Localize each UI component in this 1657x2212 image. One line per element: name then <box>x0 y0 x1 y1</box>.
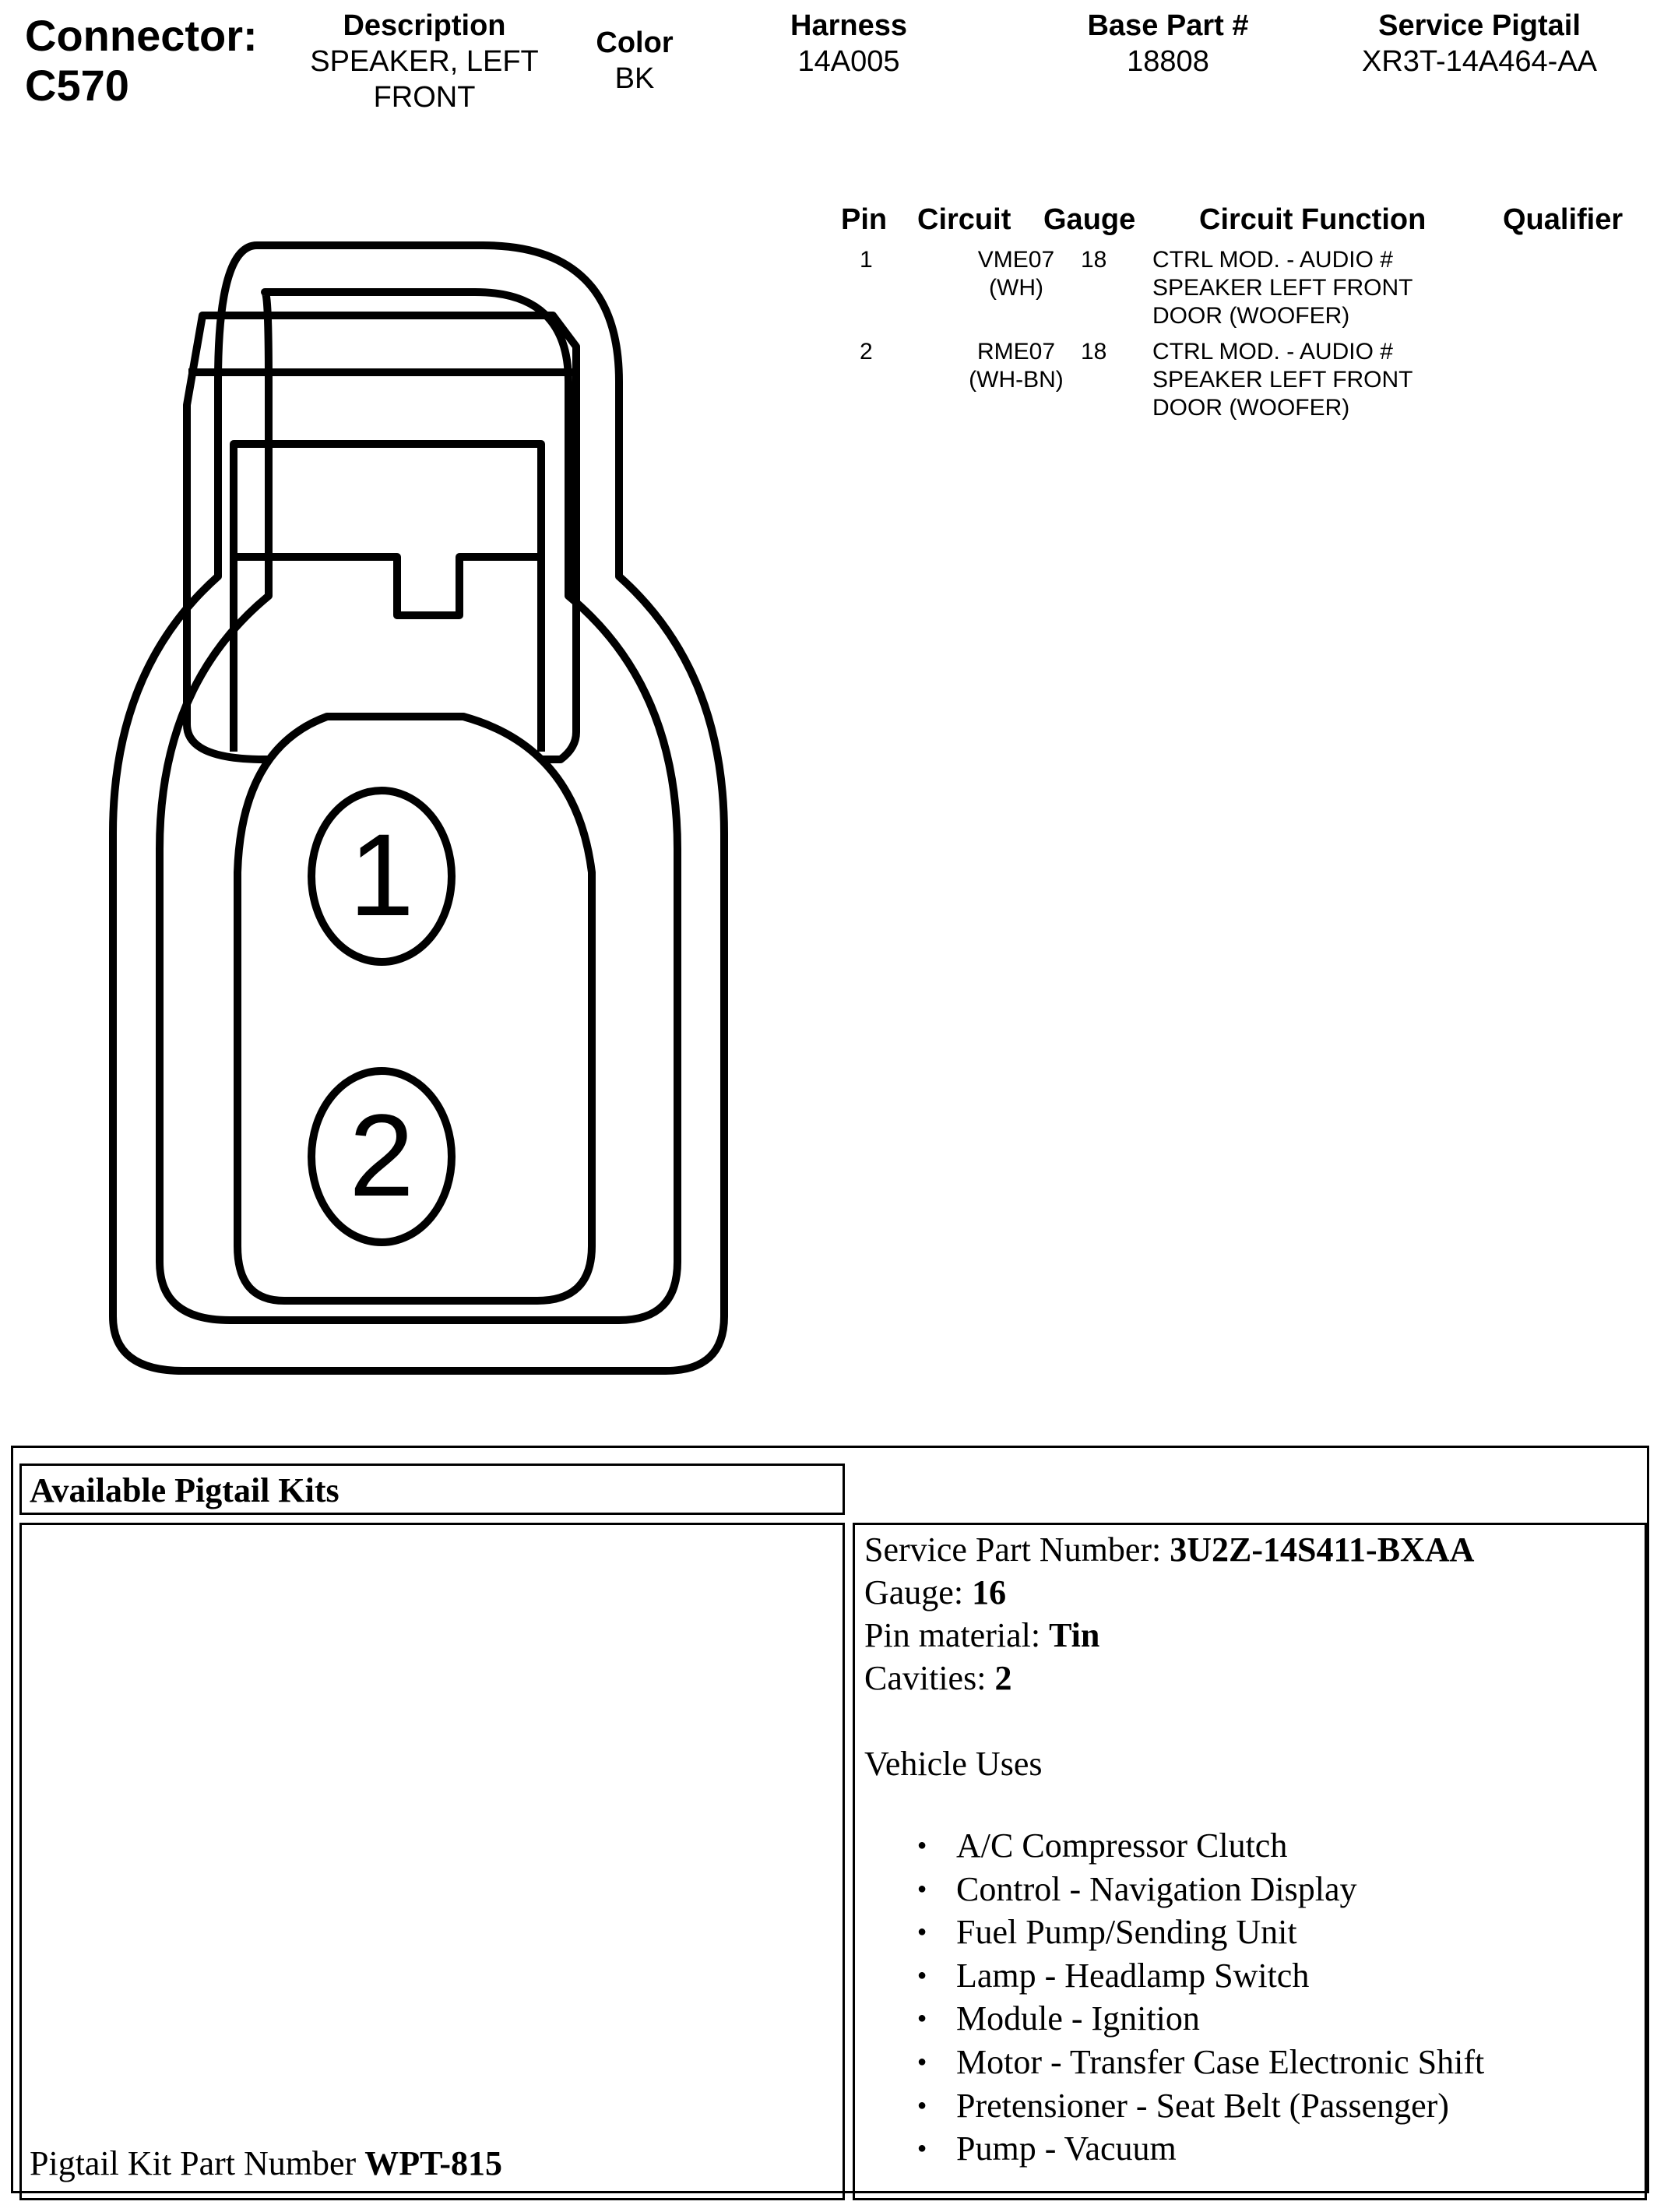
pin-1-label: 1 <box>349 809 414 940</box>
list-item: ● Motor - Transfer Case Electronic Shift <box>956 2041 1645 2084</box>
cavities <box>864 1657 1645 1700</box>
row1-function-line3: DOOR (WOOFER) <box>1152 303 1350 329</box>
row1-function-line2: SPEAKER LEFT FRONT <box>1152 275 1413 301</box>
pigtail-kit-image-cell <box>19 1523 845 2200</box>
service-pigtail-value: XR3T-14A464-AA <box>1361 45 1598 78</box>
list-item: ● Pump - Vacuum <box>956 2127 1645 2171</box>
connector-heading <box>25 11 258 111</box>
row1-wire-color: (WH) <box>989 275 1043 301</box>
service-part-value: 3U2Z-14S411-BXAA <box>1170 1530 1475 1569</box>
latch-keyway <box>234 557 541 615</box>
pin-material-value: Tin <box>1049 1616 1100 1654</box>
cavities-value: 2 <box>994 1659 1012 1697</box>
row1-function-line1: CTRL MOD. - AUDIO # <box>1152 247 1393 273</box>
latch-tab <box>234 444 541 752</box>
qualifier-header: Qualifier <box>1503 203 1624 236</box>
base-part-header: Base Part # <box>1087 9 1249 42</box>
row2-function-line2: SPEAKER LEFT FRONT <box>1152 367 1413 393</box>
description-value-line1: SPEAKER, LEFT <box>310 45 539 78</box>
description-header: Description <box>343 9 506 42</box>
pin-material <box>864 1614 1645 1657</box>
vehicle-uses-heading: Vehicle Uses <box>864 1745 1043 1783</box>
gauge-header: Gauge <box>1043 203 1136 236</box>
harness-column <box>732 8 966 79</box>
kit-gauge <box>864 1571 1645 1614</box>
connector-id: C570 <box>25 61 129 110</box>
harness-value: 14A005 <box>797 45 900 78</box>
row1-circuit: VME07 <box>977 247 1055 273</box>
pin-material-label: Pin material: <box>864 1616 1050 1654</box>
kit-gauge-value: 16 <box>972 1573 1007 1611</box>
color-header: Color <box>596 26 674 59</box>
list-item: ● Module - Ignition <box>956 1997 1645 2041</box>
pin-2-label: 2 <box>349 1090 414 1220</box>
row2-circuit: RME07 <box>976 339 1056 365</box>
row2-wire-color: (WH-BN) <box>969 367 1064 393</box>
row1-pin: 1 <box>860 247 873 273</box>
pigtail-kits-title: Available Pigtail Kits <box>19 1464 845 1515</box>
service-pigtail-header: Service Pigtail <box>1378 9 1581 42</box>
description-value-line2: FRONT <box>373 81 476 114</box>
description-column <box>280 8 568 115</box>
pigtail-kit-details-cell <box>853 1523 1647 2200</box>
circuit-header: Circuit <box>917 203 1011 236</box>
list-item: ● A/C Compressor Clutch <box>956 1824 1645 1868</box>
pigtail-kit-part-number <box>30 2143 502 2184</box>
service-pigtail-column <box>1324 8 1635 79</box>
list-item: ● Lamp - Headlamp Switch <box>956 1954 1645 1998</box>
connector-face-diagram <box>93 234 755 1386</box>
latch-housing <box>187 315 576 759</box>
color-column <box>576 25 693 97</box>
kit-part-label: Pigtail Kit Part Number <box>30 2144 365 2182</box>
vehicle-uses-list <box>855 1824 1645 2171</box>
connector-label: Connector: <box>25 11 258 60</box>
list-item: ● Fuel Pump/Sending Unit <box>956 1911 1645 1954</box>
color-value: BK <box>614 62 655 95</box>
pin-header: Pin <box>841 203 888 236</box>
row2-function-line1: CTRL MOD. - AUDIO # <box>1152 339 1393 365</box>
kit-gauge-label: Gauge: <box>864 1573 973 1611</box>
base-part-column <box>1043 8 1293 79</box>
kit-part-value: WPT-815 <box>364 2144 503 2182</box>
row1-gauge: 18 <box>1081 247 1107 273</box>
base-part-value: 18808 <box>1127 45 1209 78</box>
harness-header: Harness <box>790 9 907 42</box>
service-part-number <box>864 1528 1645 1571</box>
pigtail-kits-panel <box>11 1446 1649 2193</box>
row2-pin: 2 <box>860 339 873 365</box>
service-part-label: Service Part Number: <box>864 1530 1170 1569</box>
cavities-label: Cavities: <box>864 1659 995 1697</box>
function-header: Circuit Function <box>1199 203 1427 236</box>
list-item: ● Control - Navigation Display <box>956 1868 1645 1911</box>
list-item: ● Pretensioner - Seat Belt (Passenger) <box>956 2084 1645 2128</box>
row2-gauge: 18 <box>1081 339 1107 365</box>
row2-function-line3: DOOR (WOOFER) <box>1152 395 1350 421</box>
